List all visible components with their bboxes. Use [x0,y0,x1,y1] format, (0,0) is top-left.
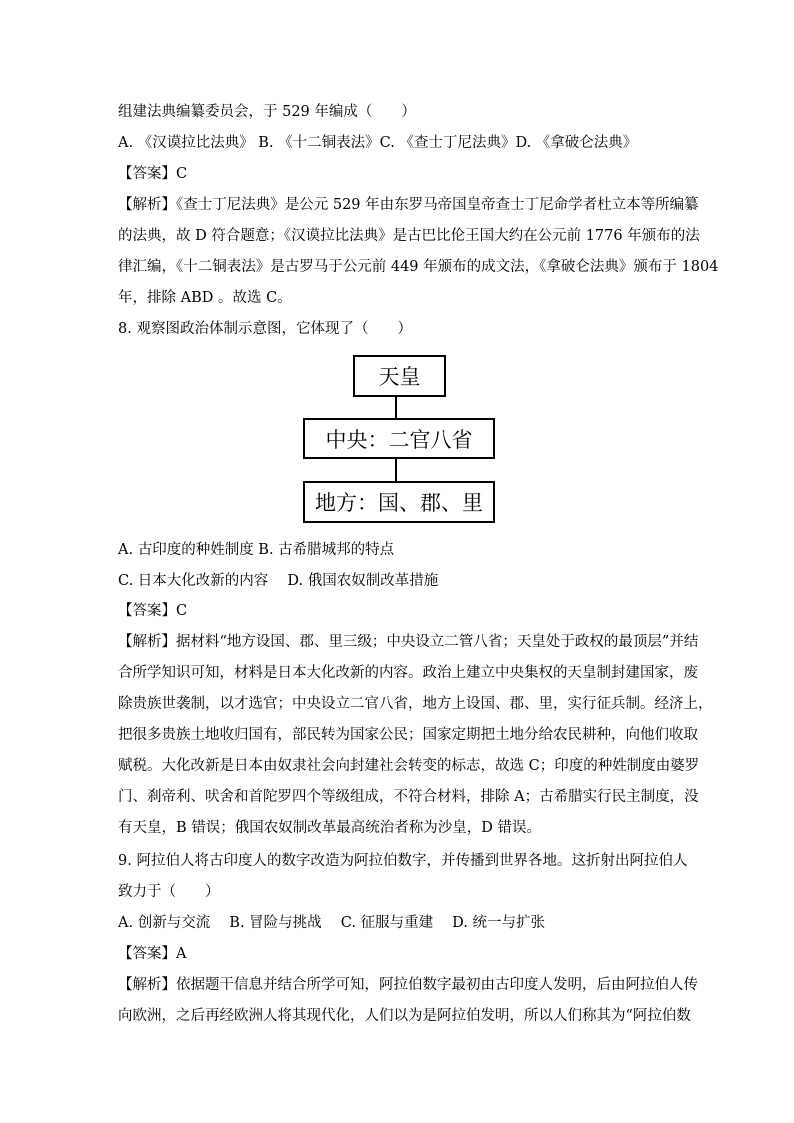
q7-answer: 【答案】C [118,166,188,182]
q8-analysis-line: 有天皇，B 错误；俄国农奴制改革最高统治者称为沙皇，D 错误。 [118,820,541,836]
q8-analysis-line: 合所学知识可知，材料是日本大化改新的内容。政治上建立中央集权的天皇制封建国家，废 [118,665,698,681]
q8-stem: 8. 观察图政治体制示意图，它体现了（ ） [118,321,412,337]
diagram-connector [395,397,397,418]
q7-analysis-line: 律汇编，《十二铜表法》是古罗马于公元前 449 年颁布的成文法，《拿破仑法典》颁布于 1804 [118,259,719,275]
q9-options: A. 创新与交流 B. 冒险与挑战 C. 征服与重建 D. 统一与扩张 [118,915,546,931]
q7-analysis-line: 年，排除 ABD 。故选 C。 [118,290,292,306]
q8-options-line1: A. 古印度的种姓制度 B. 古希腊城邦的特点 [118,542,395,558]
q9-stem-line: 致力于（ ） [118,884,220,900]
q7-analysis-line: 【解析】《查士丁尼法典》是公元 529 年由东罗马帝国皇帝查士丁尼命学者杜立本等所编纂 [118,197,699,213]
diagram-connector [395,459,397,481]
q7-analysis-line: 的法典，故 D 符合题意；《汉谟拉比法典》是古巴比伦王国大约在公元前 1776 年颁布的法 [118,228,700,244]
q8-analysis-line: 【解析】据材料“地方设国、郡、里三级；中央设立二管八省；天皇处于政权的最顶层”并结 [118,634,699,650]
q9-analysis-line: 向欧洲，之后再经欧洲人将其现代化，人们以为是阿拉伯发明，所以人们称其为“阿拉伯数 [118,1008,691,1024]
q9-analysis-line: 【解析】依据题干信息并结合所学可知，阿拉伯数字最初由古印度人发明，后由阿拉伯人传 [118,977,698,993]
political-system-diagram [303,355,495,523]
q8-analysis-line: 门、刹帝利、吠舍和首陀罗四个等级组成，不符合材料，排除 A；古希腊实行民主制度，没 [118,789,699,805]
q7-stem-end: 组建法典编纂委员会，于 529 年编成（ ） [118,104,416,120]
q8-options-line2: C. 日本大化改新的内容 D. 俄国农奴制改革措施 [118,573,439,589]
diagram-box-local: 地方：国、郡、里 [303,481,495,523]
q8-analysis-line: 赋税。大化改新是日本由奴隶社会向封建社会转变的标志，故选 C；印度的种姓制度由婆罗 [118,758,700,774]
diagram-box-emperor: 天皇 [353,355,446,397]
diagram-box-central: 中央：二官八省 [303,418,495,459]
q8-analysis-line: 把很多贵族土地收归国有，部民转为国家公民；国家定期把土地分给农民耕种，向他们收取 [118,727,698,743]
q9-answer: 【答案】A [118,946,187,962]
q7-options: A. 《汉谟拉比法典》 B. 《十二铜表法》C. 《查士丁尼法典》D. 《拿破仑法典》 [118,135,638,151]
q9-stem-line: 9. 阿拉伯人将古印度人的数字改造为阿拉伯数字，并传播到世界各地。这折射出阿拉伯人 [118,853,688,869]
q8-answer: 【答案】C [118,603,188,619]
q8-analysis-line: 除贵族世袭制，以才选官；中央设立二官八省，地方上设国、郡、里，实行征兵制。经济上， [118,696,713,712]
